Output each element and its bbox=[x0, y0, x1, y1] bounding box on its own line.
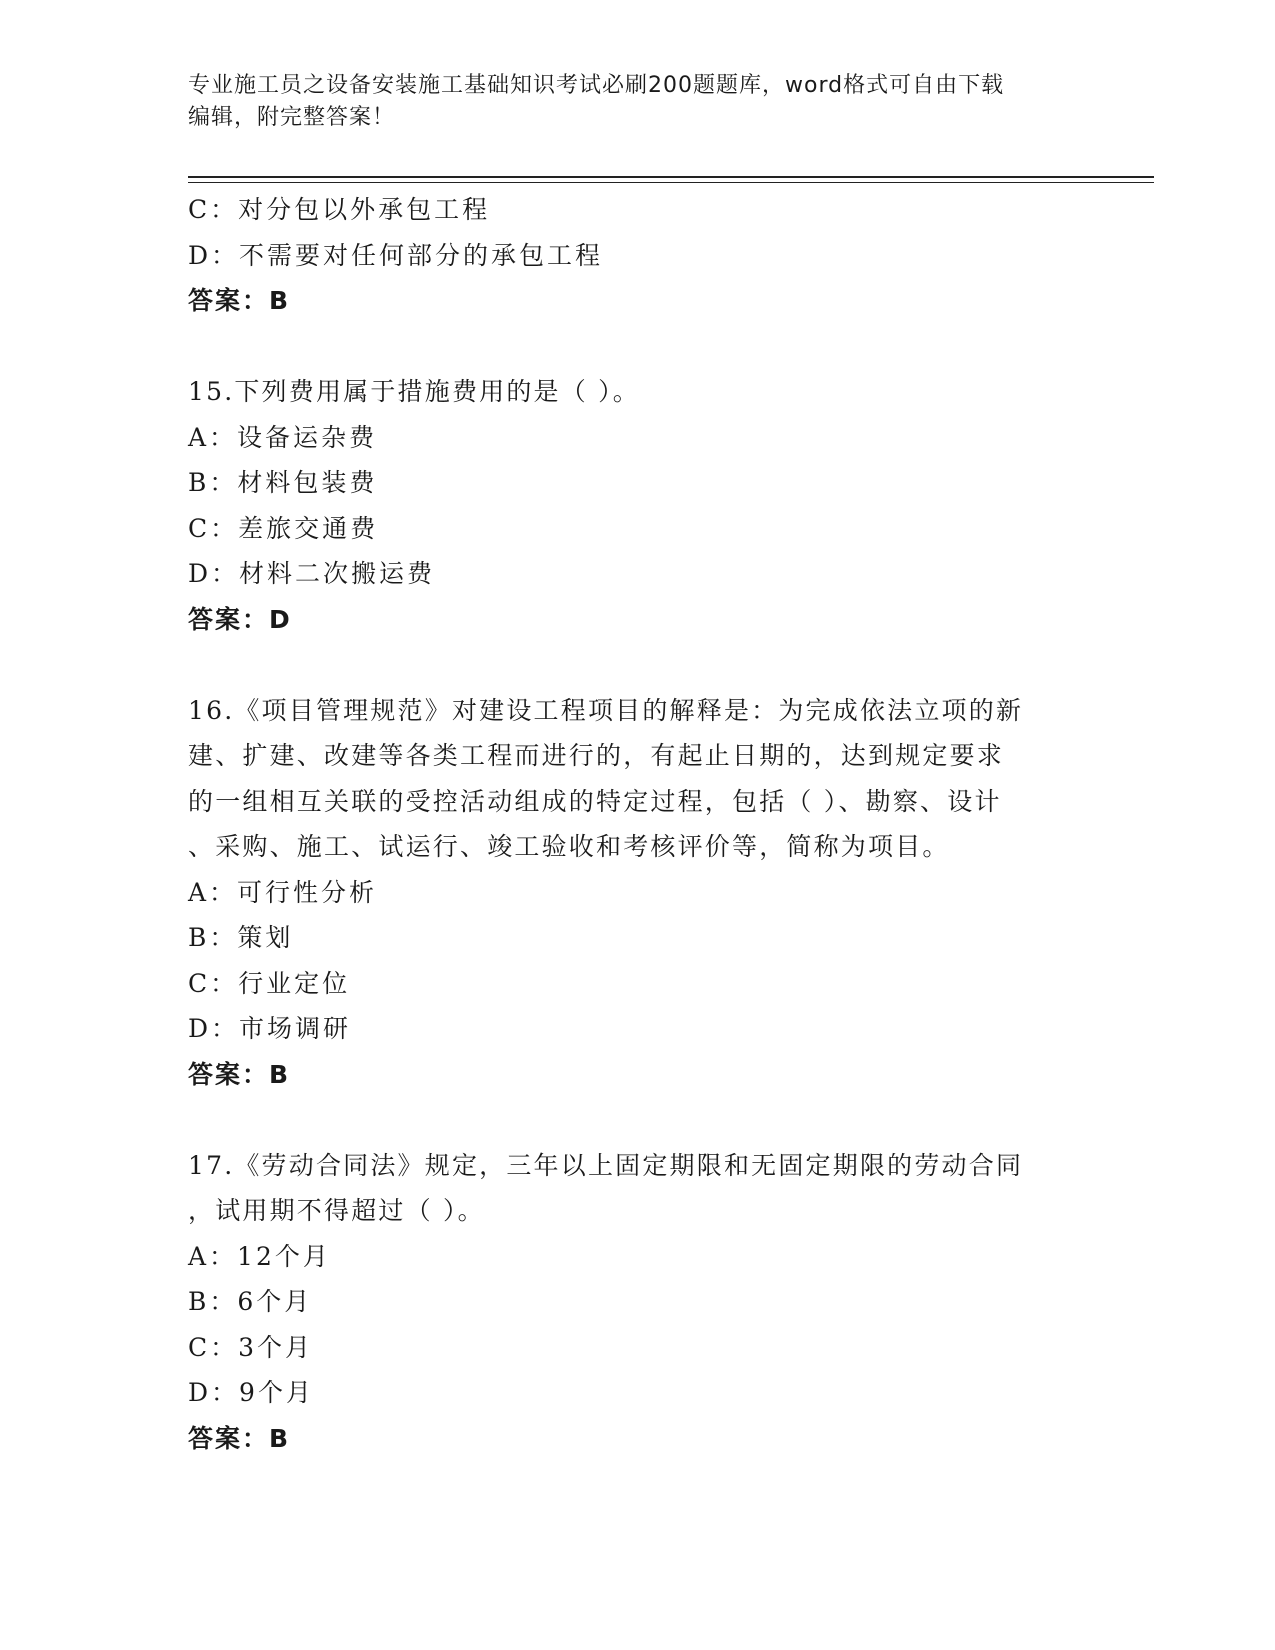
question-stem bbox=[188, 369, 1088, 415]
stem-line: 、采购、施工、试运行、竣工验收和考核评价等，简称为项目。 bbox=[188, 832, 950, 861]
option-b: B：策划 bbox=[188, 923, 294, 952]
spacer bbox=[188, 324, 1088, 370]
stem-line: 15.下列费用属于措施费用的是（ ）。 bbox=[188, 377, 641, 406]
option-b: B：材料包装费 bbox=[188, 468, 378, 497]
option-b: B：6个月 bbox=[188, 1287, 313, 1316]
option-d: D：9个月 bbox=[188, 1378, 314, 1407]
spacer bbox=[188, 642, 1088, 688]
question-15 bbox=[188, 369, 1088, 642]
option-c: C：行业定位 bbox=[188, 968, 351, 998]
option-a: A：12个月 bbox=[188, 1241, 331, 1271]
question-17 bbox=[188, 1143, 1088, 1462]
header-line-1: 专业施工员之设备安装施工基础知识考试必刷200题题库，word格式可自由下载 bbox=[188, 73, 1005, 98]
option-c: C：对分包以外承包工程 bbox=[188, 195, 491, 224]
document-body bbox=[188, 187, 1088, 1461]
option-c: C：3个月 bbox=[188, 1332, 314, 1362]
answer-line: 答案：B bbox=[188, 1423, 291, 1453]
option-a: A：设备运杂费 bbox=[188, 422, 378, 452]
stem-line: 的一组相互关联的受控活动组成的特定过程，包括（ ）、勘察、设计 bbox=[188, 786, 1002, 816]
stem-line: 建、扩建、改建等各类工程而进行的，有起止日期的，达到规定要求 bbox=[188, 741, 1005, 770]
spacer bbox=[188, 1097, 1088, 1143]
header-line-2: 编辑，附完整答案！ bbox=[188, 105, 396, 130]
option-d: D：市场调研 bbox=[188, 1014, 352, 1043]
header-divider-thick bbox=[188, 176, 1154, 178]
document-header bbox=[188, 70, 1088, 134]
stem-line: ，试用期不得超过（ ）。 bbox=[188, 1196, 485, 1225]
option-d: D：材料二次搬运费 bbox=[188, 559, 436, 588]
option-d: D：不需要对任何部分的承包工程 bbox=[188, 240, 604, 270]
answer-line: 答案：D bbox=[188, 604, 292, 634]
partial-question-14 bbox=[188, 187, 1088, 324]
answer-line: 答案：B bbox=[188, 1059, 291, 1089]
header-divider-thin bbox=[188, 182, 1154, 183]
option-a: A：可行性分析 bbox=[188, 877, 378, 907]
stem-line: 17.《劳动合同法》规定，三年以上固定期限和无固定期限的劳动合同 bbox=[188, 1150, 1024, 1180]
question-stem bbox=[188, 1143, 1088, 1234]
answer-line: 答案：B bbox=[188, 286, 291, 315]
question-16 bbox=[188, 688, 1088, 1098]
stem-line: 16.《项目管理规范》对建设工程项目的解释是：为完成依法立项的新 bbox=[188, 695, 1024, 725]
question-stem bbox=[188, 688, 1088, 870]
option-c: C：差旅交通费 bbox=[188, 513, 379, 543]
